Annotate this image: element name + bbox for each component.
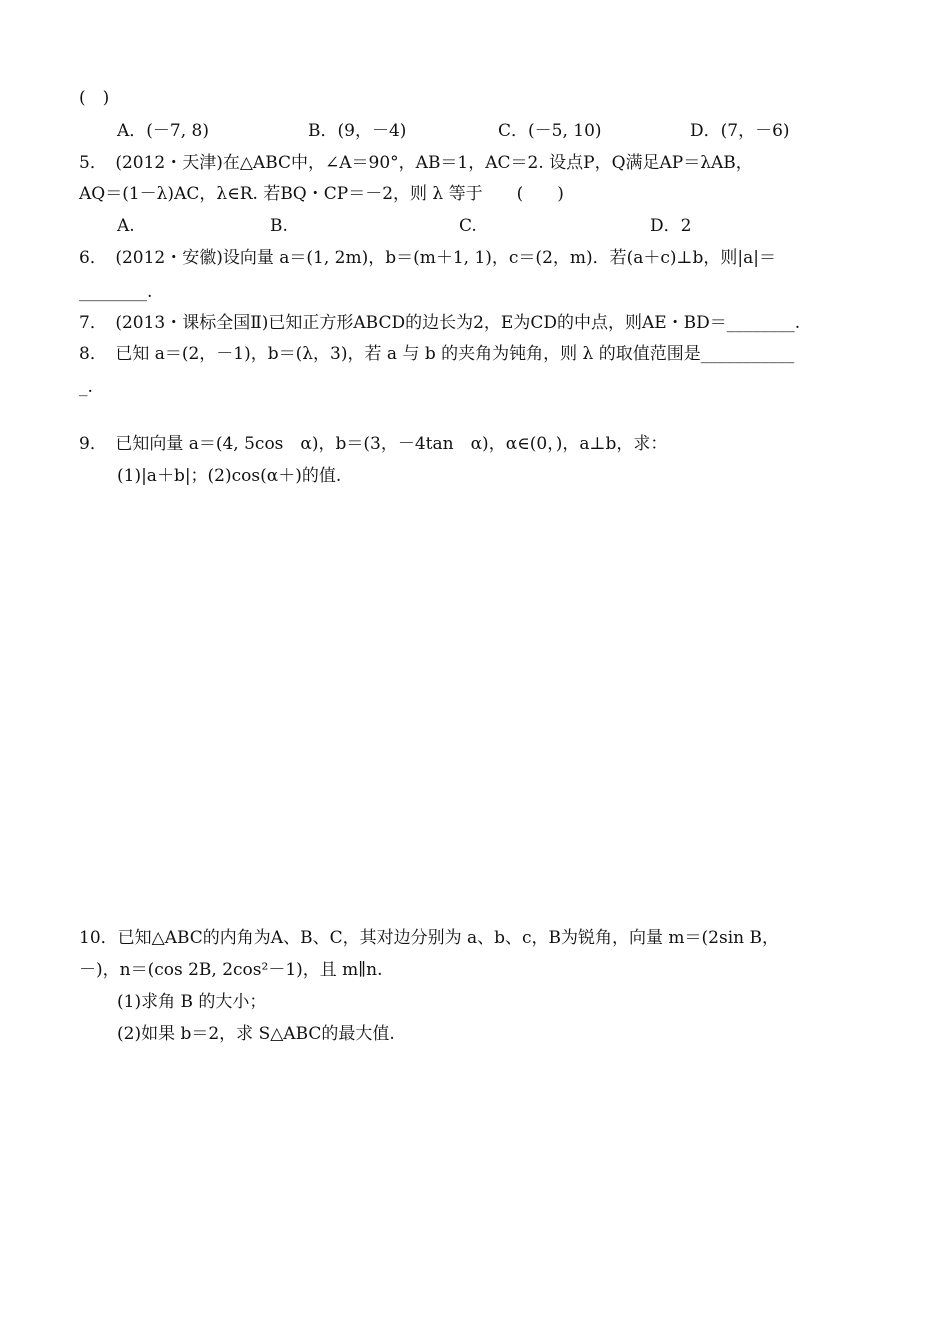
q10-line-1: 10．已知△ABC的内角为A、B、C，其对边分别为 a、b、c，B为锐角，向量 m＝(2sin B， xyxy=(79,928,779,948)
q4-option-d: D．(7，－6) xyxy=(690,121,790,141)
q9-line-1: 9． 已知向量 a＝(4, 5cos α)，b＝(3，－4tan α)，α∈(0，)，a⊥b，求： xyxy=(79,434,668,454)
q4-option-c: C．(－5, 10) xyxy=(498,121,602,141)
q5-option-c: C. xyxy=(459,216,477,236)
q5-option-a: A. xyxy=(117,216,135,236)
q5-line-2: AQ＝(1－λ)AC，λ∈R. 若BQ・CP＝－2，则 λ 等于 ( ) xyxy=(79,184,564,204)
q5-option-d: D．2 xyxy=(650,216,692,236)
q10-line-4: (2)如果 b＝2，求 S△ABC的最大值. xyxy=(117,1024,395,1044)
q9-line-2: (1)|a＋b|；(2)cos(α＋)的值. xyxy=(117,466,342,486)
q10-line-3: (1)求角 B 的大小； xyxy=(117,992,267,1012)
q10-line-2: －)，n＝(cos 2B, 2cos²－1)，且 m∥n. xyxy=(79,960,383,980)
q8-line-1: 8． 已知 a＝(2，－1)，b＝(λ，3)，若 a 与 b 的夹角为钝角，则 λ 的取值范围是___________ xyxy=(79,344,795,364)
q6-line-1: 6． (2012・安徽)设向量 a＝(1, 2m)，b＝(m＋1, 1)，c＝(2，m)．若(a＋c)⊥b，则|a|＝ xyxy=(79,248,777,268)
q4-option-a: A．(－7, 8) xyxy=(117,121,209,141)
q8-line-2: _. xyxy=(79,377,93,397)
q5-line-1: 5． (2012・天津)在△ABC中，∠A＝90°，AB＝1，AC＝2. 设点P，Q满足AP＝λAB， xyxy=(79,153,753,173)
question-7: 7． (2013・课标全国Ⅱ)已知正方形ABCD的边长为2，E为CD的中点，则AE・BD＝________. xyxy=(79,313,801,333)
q5-option-b: B. xyxy=(270,216,288,236)
q4-option-b: B．(9，－4) xyxy=(308,121,407,141)
answer-paren: ( ) xyxy=(79,88,110,108)
q6-line-2: ________. xyxy=(79,282,153,302)
